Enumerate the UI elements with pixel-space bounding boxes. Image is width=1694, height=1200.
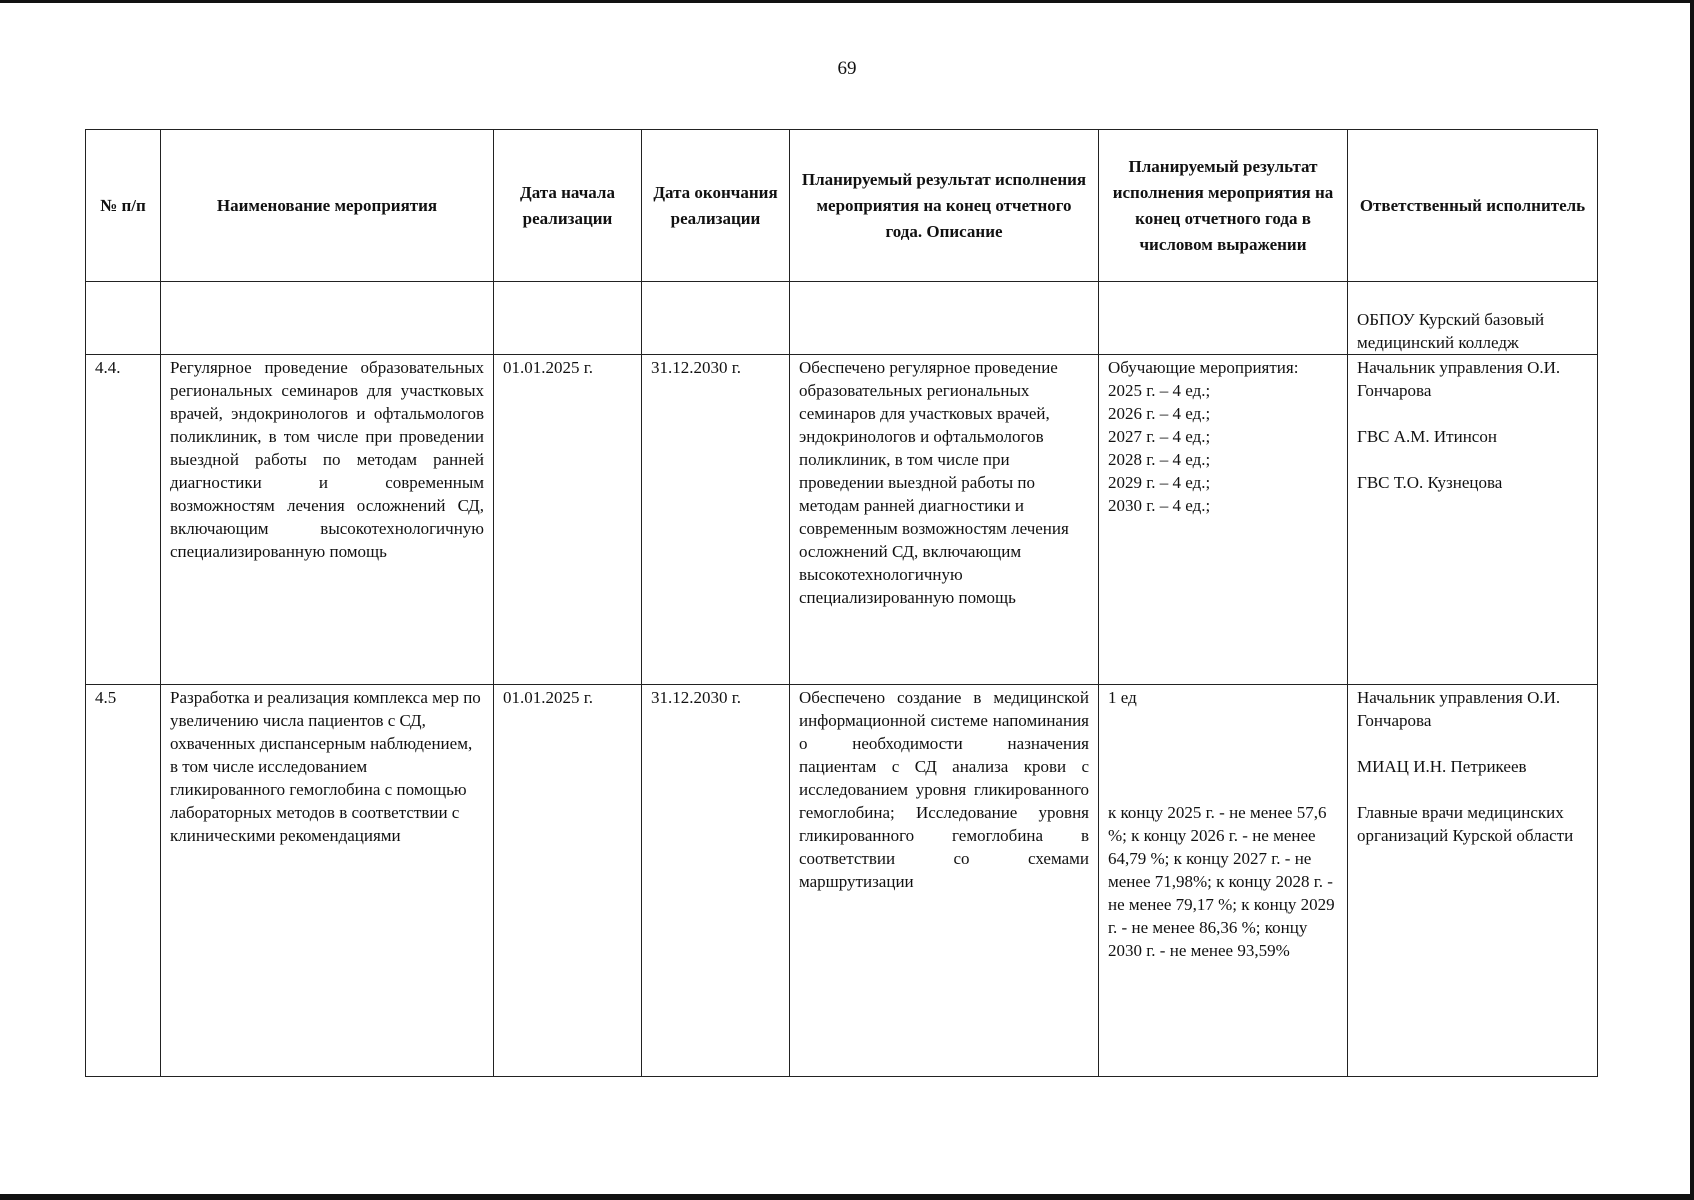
header-name: Наименование мероприятия xyxy=(161,130,494,282)
table-row xyxy=(86,355,1598,685)
header-end-date: Дата окончания реализации xyxy=(642,130,790,282)
cell-result-numeric xyxy=(1099,685,1348,1077)
table-row xyxy=(86,685,1598,1077)
executor-entry: ГВС А.М. Итинсон xyxy=(1357,427,1497,446)
cell-start-date: 01.01.2025 г. xyxy=(494,685,642,1077)
header-executor: Ответственный исполнитель xyxy=(1348,130,1598,282)
result-title: Обучающие мероприятия: xyxy=(1108,358,1299,377)
cell-num: 4.5 xyxy=(86,685,161,1077)
scan-edge-top xyxy=(0,0,1694,3)
executor-entry: Начальник управления О.И. Гончарова xyxy=(1357,688,1561,730)
executor-entry: Начальник управления О.И. Гончарова xyxy=(1357,358,1561,400)
result-first: 1 ед xyxy=(1108,688,1137,707)
cell-empty xyxy=(790,282,1099,355)
header-result-description: Планируемый результат исполнения мероприятия на конец отчетного года. Описание xyxy=(790,130,1099,282)
cell-empty xyxy=(86,282,161,355)
cell-activity-name: Регулярное проведение образовательных региональных семинаров для участковых врачей, эндокринологов и офтальмологов поликлиник, в том числе при проведении выездной работы по методам ранней диагностики и современным возможностям лечения осложнений СД, включающим высокотехнологичную специализированную помощь xyxy=(161,355,494,685)
result-line: 2025 г. – 4 ед.; xyxy=(1108,381,1211,400)
cell-end-date: 31.12.2030 г. xyxy=(642,685,790,1077)
cell-empty xyxy=(161,282,494,355)
cell-result-description: Обеспечено создание в медицинской информационной системе напоминания о необходимости назначения пациентам с СД анализа крови с исследованием уровня гликированного гемоглобина; Исследование уровня гликированного гемоглобина в соответствии со схемами маршрутизации xyxy=(790,685,1099,1077)
result-line: 2028 г. – 4 ед.; xyxy=(1108,450,1211,469)
cell-empty xyxy=(494,282,642,355)
cell-executor xyxy=(1348,355,1598,685)
header-start-date: Дата начала реализации xyxy=(494,130,642,282)
cell-end-date: 31.12.2030 г. xyxy=(642,355,790,685)
result-line: 2026 г. – 4 ед.; xyxy=(1108,404,1211,423)
cell-empty xyxy=(1099,282,1348,355)
cell-empty xyxy=(642,282,790,355)
executor-entry: Главные врачи медицинских организаций Курской области xyxy=(1357,803,1574,845)
executor-entry: ГВС Т.О. Кузнецова xyxy=(1357,473,1503,492)
cell-result-description: Обеспечено регулярное проведение образовательных региональных семинаров для участковых врачей, эндокринологов и офтальмологов поликлиник, в том числе при проведении выездной работы по методам ранней диагностики и современным возможностям лечения осложнений СД, включающим высокотехнологичную специализированную помощь xyxy=(790,355,1099,685)
cell-num: 4.4. xyxy=(86,355,161,685)
cell-executor: ОБПОУ Курский базовый медицинский колледж xyxy=(1348,282,1598,355)
table-row-continuation xyxy=(86,282,1598,355)
cell-executor xyxy=(1348,685,1598,1077)
header-result-numeric: Планируемый результат исполнения мероприятия на конец отчетного года в числовом выражении xyxy=(1099,130,1348,282)
result-line: 2029 г. – 4 ед.; xyxy=(1108,473,1211,492)
cell-start-date: 01.01.2025 г. xyxy=(494,355,642,685)
result-line: 2030 г. – 4 ед.; xyxy=(1108,496,1211,515)
table-header-row xyxy=(86,130,1598,282)
scan-edge-bottom xyxy=(0,1194,1694,1200)
scan-edge-right xyxy=(1690,0,1694,1200)
cell-result-numeric xyxy=(1099,355,1348,685)
executor-entry: МИАЦ И.Н. Петрикеев xyxy=(1357,757,1527,776)
result-line: 2027 г. – 4 ед.; xyxy=(1108,427,1211,446)
header-num: № п/п xyxy=(86,130,161,282)
result-targets: к концу 2025 г. - не менее 57,6 %; к концу 2026 г. - не менее 64,79 %; к концу 2027 г. - не менее 71,98%; к концу 2028 г. - не менее 79,17 %; к концу 2029 г. - не менее 86,36 %; концу 2030 г. - не менее 93,59% xyxy=(1108,803,1335,960)
activities-table xyxy=(85,129,1598,1077)
cell-activity-name: Разработка и реализация комплекса мер по увеличению числа пациентов с СД, охваченных диспансерным наблюдением, в том числе исследованием гликированного гемоглобина с помощью лабораторных методов в соответствии с клиническими рекомендациями xyxy=(161,685,494,1077)
page-number: 69 xyxy=(837,58,857,79)
